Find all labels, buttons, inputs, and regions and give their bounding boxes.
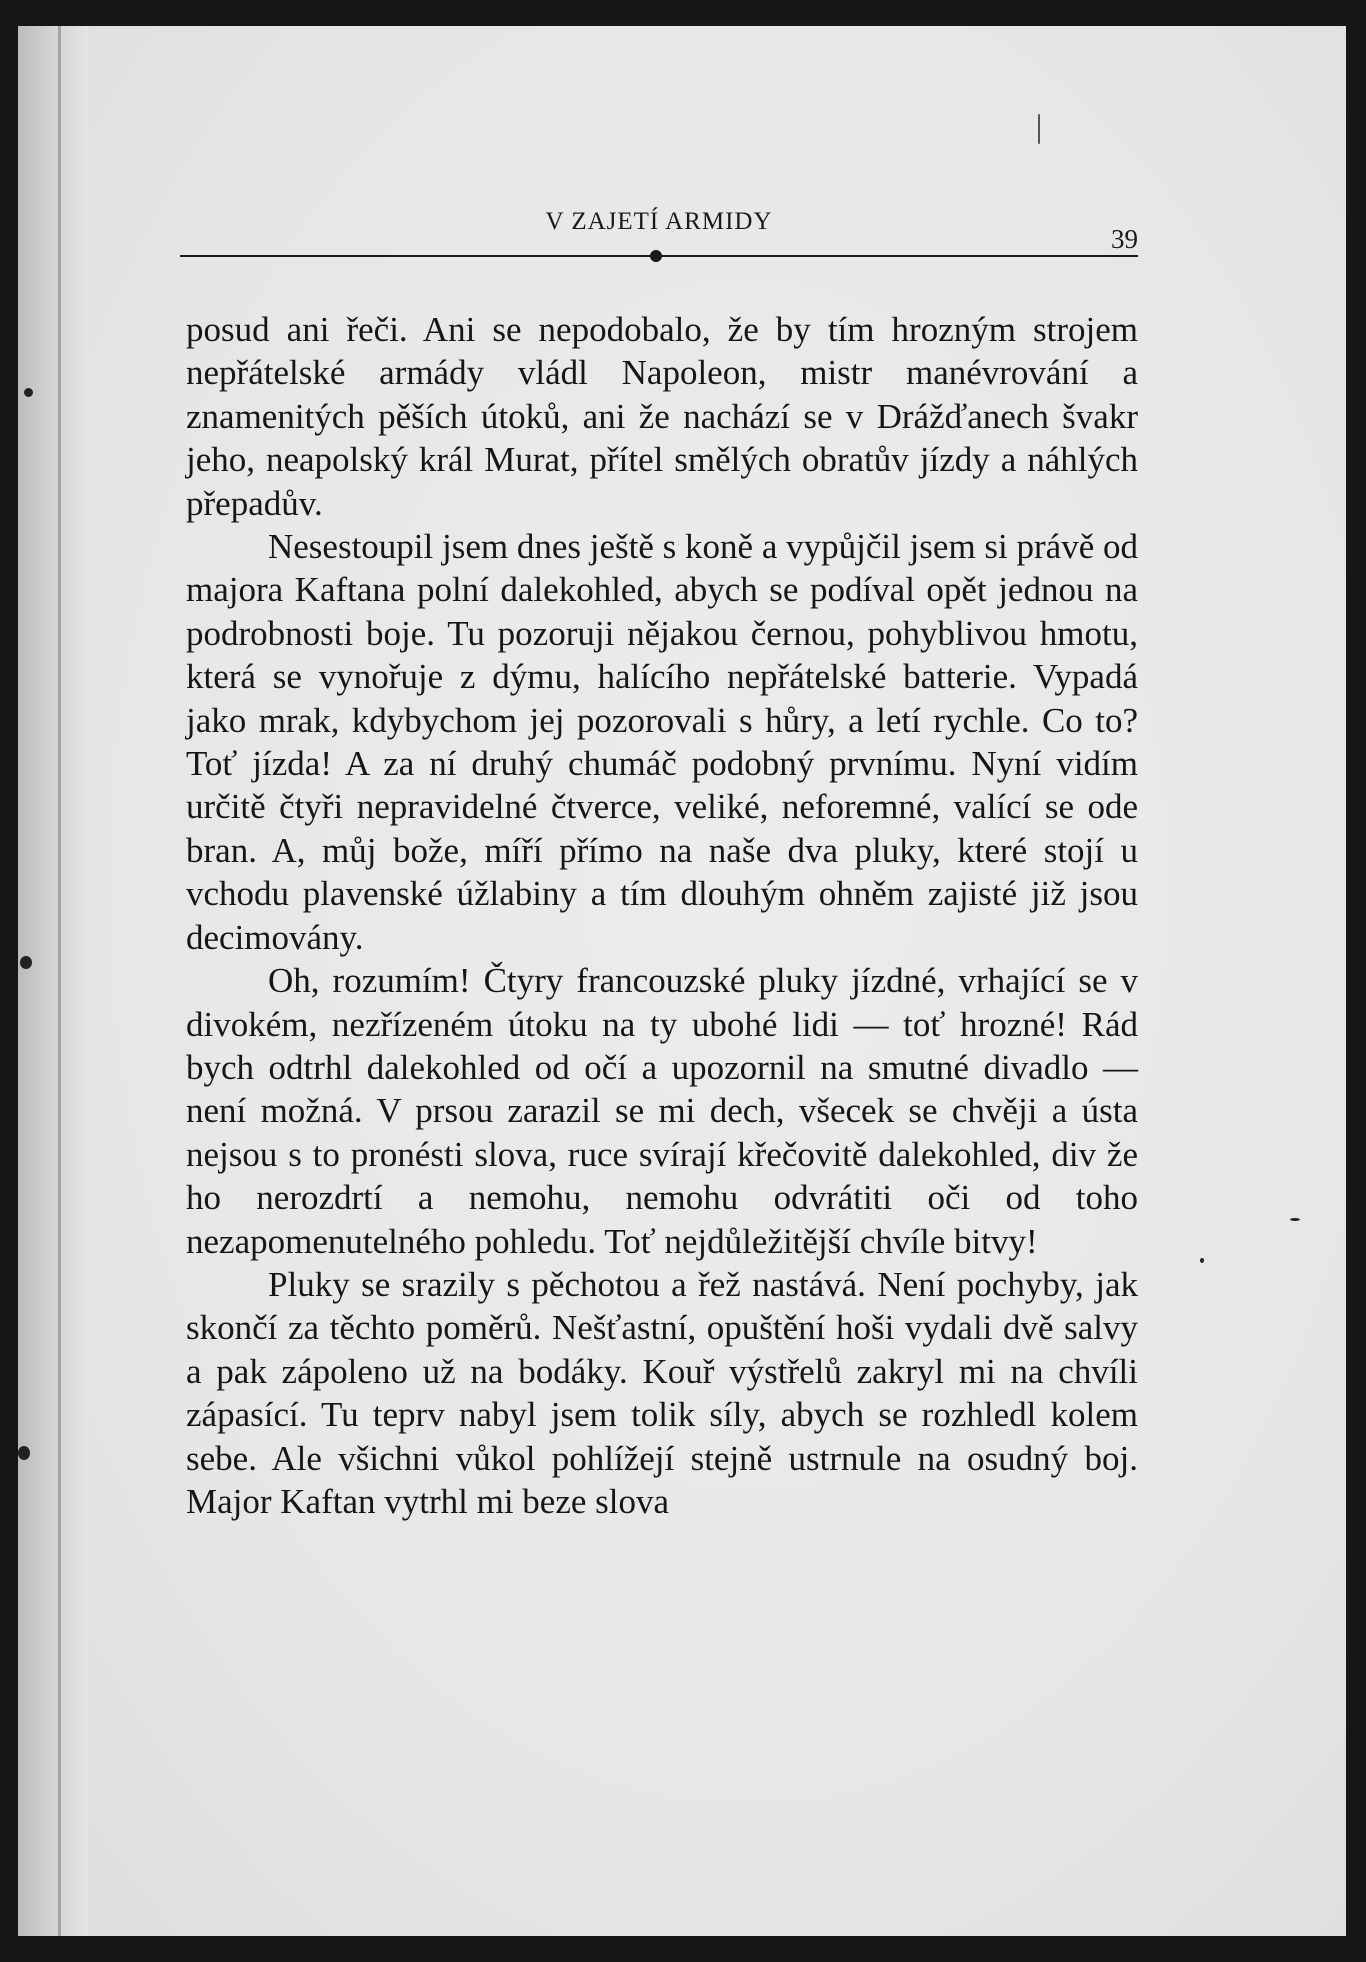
running-head: V ZAJETÍ ARMIDY (545, 208, 773, 235)
binding-crease (58, 26, 61, 1936)
page-number: 39 (1111, 224, 1138, 254)
scan-speck (18, 1446, 30, 1460)
paragraph: Pluky se srazily s pěchotou a řež nastává. Není pochyby, jak skončí za těchto poměrů. Nešťastní, opuštění hoši vydali dvě salvy a pak zápoleno už na bodáky. Kouř výstřelů zakryl mi na chvíli zápasící. Tu teprv nabyl jsem tolik síly, abych se rozhledl kolem sebe. Ale všichni vůkol pohlížejí stejně ustrnule na osudný boj. Major Kaftan vytrhl mi beze slova (186, 1264, 1138, 1521)
scan-speck (1290, 1218, 1300, 1221)
scan-speck (1038, 114, 1040, 144)
paragraph: Nesestoupil jsem dnes ještě s koně a vypůjčil jsem si právě od majora Kaftana polní dalekohled, abych se podíval opět jednou na podrobnosti boje. Tu pozoruji nějakou černou, pohyblivou hmotu, která se vynořuje z dýmu, halícího nepřátelské batterie. Vypadá jako mrak, kdybychom jej pozorovali s hůry, a letí rychle. Co to? Toť jízda! A za ní druhý chumáč podobný prvnímu. Nyní vidím určitě čtyři nepravidelné čtverce, veliké, neforemné, valící se ode bran. A, můj bože, míří přímo na naše dva pluky, které stojí u vchodu plavenské úžlabiny a tím dlouhým ohněm zajisté již jsou decimovány. (186, 527, 1138, 957)
page-header (180, 208, 1138, 258)
page-gutter-shadow (18, 26, 88, 1936)
body-text (186, 308, 1138, 1523)
scan-speck (24, 388, 33, 397)
paragraph: posud ani řeči. Ani se nepodobalo, že by tím hrozným strojem nepřátelské armády vládl Napoleon, mistr manévrování a znamenitých pěších útoků, ani že nachází se v Drážďanech švakr jeho, neapolský král Murat, přítel smělých obratův jízdy a náhlých přepadův. (186, 310, 1138, 523)
book-page (18, 26, 1346, 1936)
scan-speck (1200, 1258, 1204, 1263)
paragraph: Oh, rozumím! Čtyry francouzské pluky jízdné, vrhající se v divokém, nezřízeném útoku na ty ubohé lidi — toť hrozné! Rád bych odtrhl dalekohled od očí a upozornil na smutné divadlo — není možná. V prsou zarazil se mi dech, všecek se chvěji a ústa nejsou s to pronésti slova, ruce svírají křečovitě dalekohled, div že ho nerozdrtí a nemohu, nemohu odvrátiti oči od toho nezapomenutelného pohledu. Toť nejdůležitější chvíle bitvy! (186, 961, 1138, 1261)
header-rule-ornament (650, 250, 662, 262)
scan-speck (20, 956, 32, 969)
